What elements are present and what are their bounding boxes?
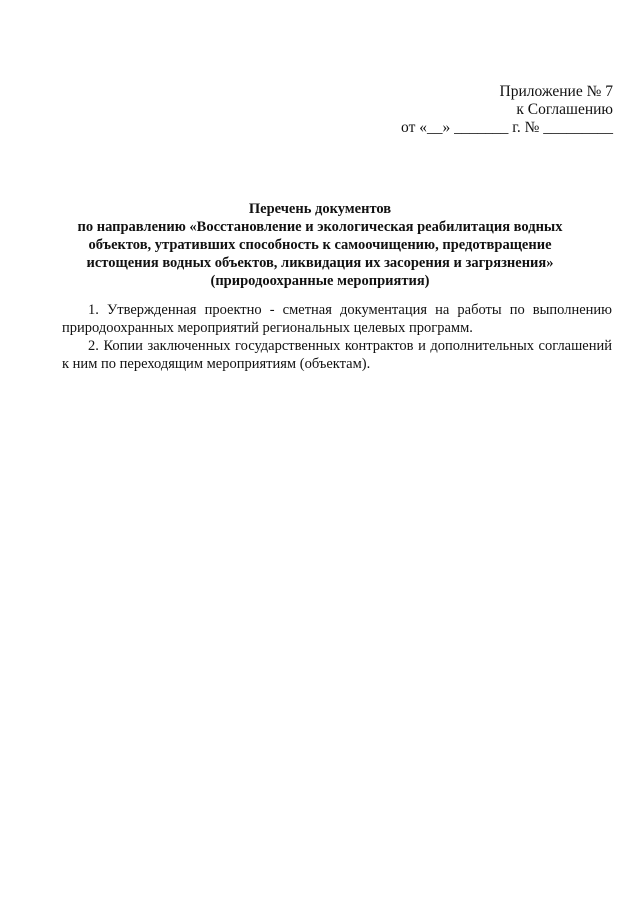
- title-line-1: Перечень документов: [248, 201, 392, 217]
- annex-header: [401, 83, 613, 137]
- document-title: [60, 200, 580, 290]
- list-item: 2. Копии заключенных государственных контрактов и дополнительных соглашений к ним по переходящим мероприятиям (объектам).: [62, 338, 612, 372]
- annex-date-number-line: от «__» _______ г. № _________: [401, 119, 613, 136]
- title-line-4: истощения водных объектов, ликвидация их засорения и загрязнения»: [86, 255, 554, 271]
- document-list: [62, 301, 612, 373]
- annex-agreement-ref: к Соглашению: [516, 101, 613, 118]
- title-line-2: по направлению «Восстановление и экологическая реабилитация водных: [77, 219, 563, 235]
- annex-number: Приложение № 7: [499, 83, 613, 100]
- list-item: 1. Утвержденная проектно - сметная документация на работы по выполнению природоохранных мероприятий региональных целевых программ.: [62, 302, 612, 336]
- title-line-5: (природоохранные мероприятия): [210, 273, 430, 289]
- title-line-3: объектов, утративших способность к самоочищению, предотвращение: [88, 237, 552, 253]
